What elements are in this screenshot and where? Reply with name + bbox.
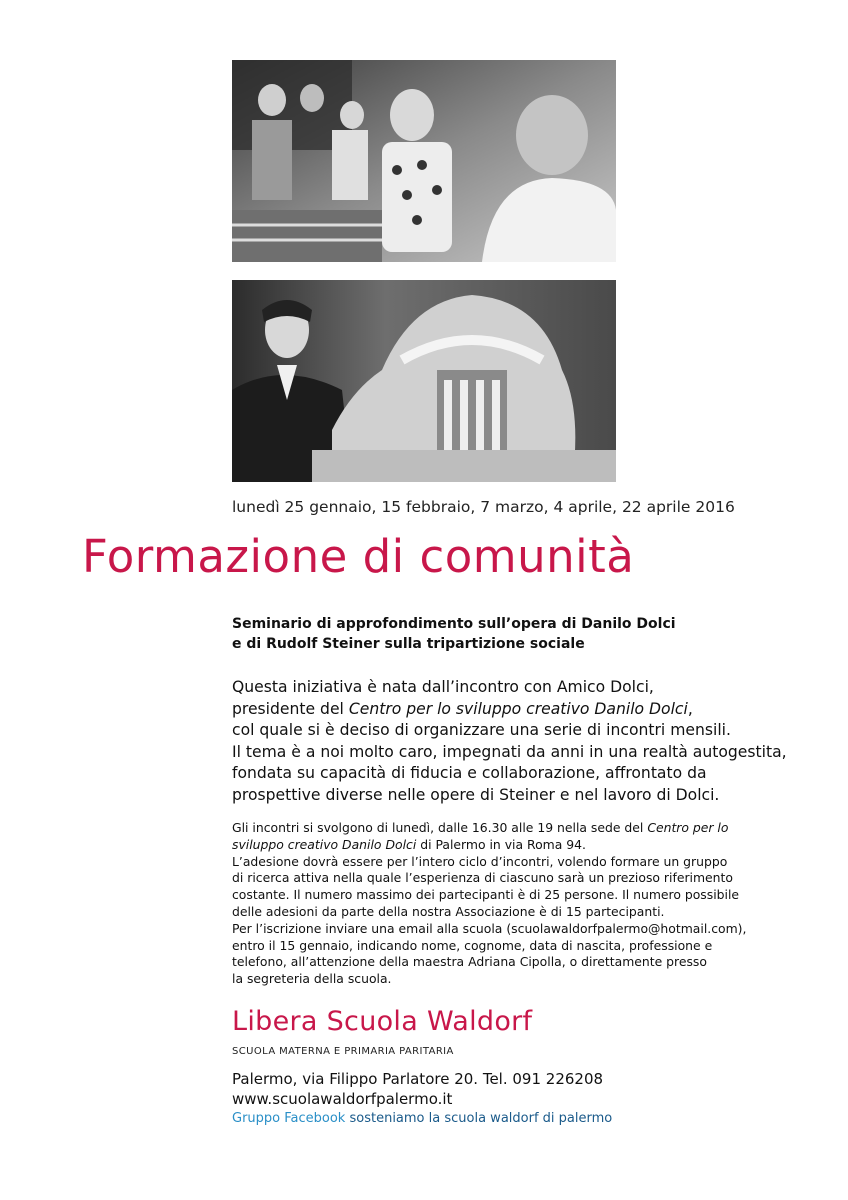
intro-text: presidente del bbox=[232, 699, 349, 718]
centre-name: Centro per lo sviluppo creativo Danilo Dolci bbox=[348, 699, 688, 718]
intro-paragraph bbox=[232, 677, 787, 807]
details-line: telefono, all’attenzione della maestra Adriana Cipolla, o direttamente presso bbox=[232, 954, 707, 970]
photo-rudolf-steiner-with-model bbox=[232, 280, 616, 482]
details-line: la segreteria della scuola. bbox=[232, 971, 392, 987]
intro-line: prospettive diverse nelle opere di Steiner e nel lavoro di Dolci. bbox=[232, 785, 720, 804]
details-line bbox=[232, 837, 746, 854]
details-text: Gli incontri si svolgono di lunedì, dalle 16.30 alle 19 nella sede del bbox=[232, 820, 648, 835]
details-line: costante. Il numero massimo dei partecipanti è di 25 persone. Il numero possibile bbox=[232, 887, 740, 903]
intro-line: Il tema è a noi molto caro, impegnati da anni in una realtà autogestita, bbox=[232, 742, 787, 761]
subtitle-line: Seminario di approfondimento sull’opera di Danilo Dolci bbox=[232, 616, 676, 632]
facebook-label[interactable]: Gruppo Facebook bbox=[232, 1111, 346, 1126]
details-line: Per l’iscrizione inviare una email alla scuola (scuolawaldorfpalermo@hotmail.com), bbox=[232, 920, 747, 936]
details-line: L’adesione dovrà essere per l’intero ciclo d’incontri, volendo formare un gruppo bbox=[232, 853, 728, 869]
photo-danilo-dolci-with-children bbox=[232, 60, 616, 262]
school-address: Palermo, via Filippo Parlatore 20. Tel. 091 226208 bbox=[232, 1070, 604, 1088]
details-line bbox=[232, 820, 746, 837]
intro-line: col quale si è deciso di organizzare una serie di incontri mensili. bbox=[232, 721, 731, 740]
details-paragraph bbox=[232, 820, 746, 988]
school-subtitle: SCUOLA MATERNA E PRIMARIA PARITARIA bbox=[232, 1046, 454, 1057]
details-line: entro il 15 gennaio, indicando nome, cognome, data di nascita, professione e bbox=[232, 937, 713, 953]
facebook-group-name[interactable]: sosteniamo la scuola waldorf di palermo bbox=[349, 1111, 613, 1126]
details-text: di Palermo in via Roma 94. bbox=[416, 836, 586, 852]
intro-text: , bbox=[687, 699, 693, 718]
seminar-subtitle bbox=[232, 614, 676, 654]
event-title: Formazione di comunità bbox=[82, 530, 635, 583]
centre-name: sviluppo creativo Danilo Dolci bbox=[232, 836, 417, 852]
event-dates: lunedì 25 gennaio, 15 febbraio, 7 marzo, 4 aprile, 22 aprile 2016 bbox=[232, 498, 735, 516]
centre-name: Centro per lo bbox=[647, 820, 729, 835]
subtitle-line: e di Rudolf Steiner sulla tripartizione sociale bbox=[232, 636, 585, 652]
school-name: Libera Scuola Waldorf bbox=[232, 1006, 533, 1037]
photo-rudolf-steiner-icon bbox=[232, 280, 616, 482]
school-website-link[interactable]: www.scuolawaldorfpalermo.it bbox=[232, 1090, 453, 1108]
details-line: delle adesioni da parte della nostra Associazione è di 15 partecipanti. bbox=[232, 903, 665, 919]
intro-line bbox=[232, 699, 787, 721]
facebook-group[interactable] bbox=[232, 1111, 612, 1126]
intro-line: fondata su capacità di fiducia e collaborazione, affrontato da bbox=[232, 764, 707, 783]
intro-line: Questa iniziativa è nata dall’incontro con Amico Dolci, bbox=[232, 678, 654, 696]
photo-danilo-dolci-icon bbox=[232, 60, 616, 262]
details-line: di ricerca attiva nella quale l’esperienza di ciascuno sarà un prezioso riferimento bbox=[232, 870, 733, 886]
